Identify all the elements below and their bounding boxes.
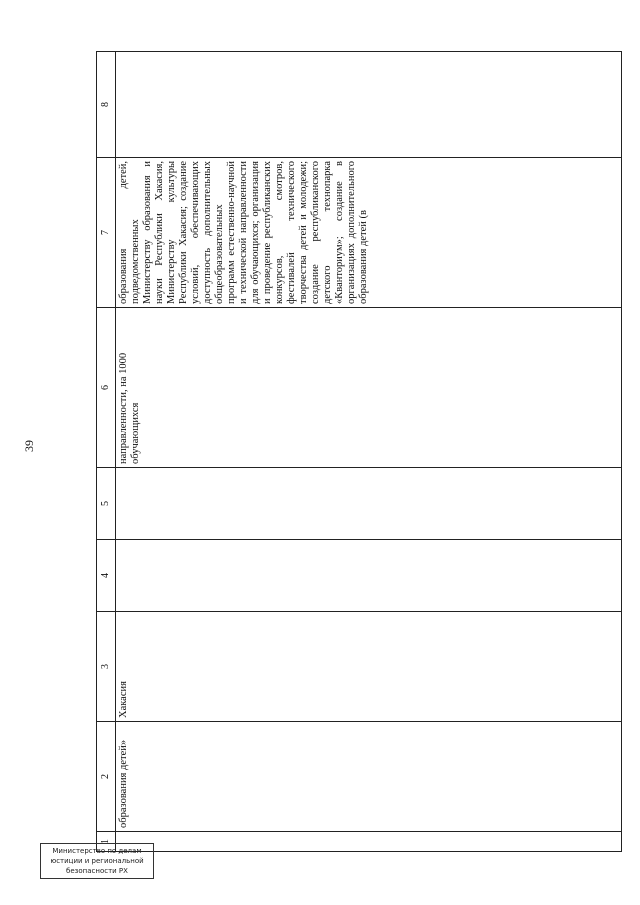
header-cell: 6 [97, 308, 116, 468]
table-cell: направленности, на 1000 обучающихся [116, 308, 622, 468]
header-row [97, 52, 116, 852]
table-cell: Хакасия [116, 612, 622, 722]
stamp-line: юстиции и региональной [50, 857, 144, 865]
header-cell: 8 [97, 52, 116, 158]
table-cell: образования детей, подведомственных Министерству образования и науки Республики Хакасия, Министерству культуры Республики Хакасия; создание условий, обеспечивающих доступность дополнительных общеобразовательных программ естественно-научной и технической направленности для обучающихся; организация и проведение республиканских конкурсов, смотров, фестивалей технического творчества детей и молодежи; создание республиканского детского технопарка «Кванториум»; создание в организациях дополнительного образования детей (в [116, 158, 622, 308]
table-cell [116, 52, 622, 158]
table-row [116, 52, 622, 852]
header-cell: 3 [97, 612, 116, 722]
document-sheet [96, 52, 622, 852]
table-cell [116, 832, 622, 852]
table-cell: образования детей» [116, 722, 622, 832]
program-table [96, 51, 622, 852]
header-cell: 4 [97, 540, 116, 612]
header-cell: 7 [97, 158, 116, 308]
header-cell: 2 [97, 722, 116, 832]
stamp-line: безопасности РХ [66, 867, 128, 875]
stamp-line: Министерство по делам [52, 847, 142, 855]
rotated-table [96, 52, 622, 852]
header-cell: 1 [97, 832, 116, 852]
registration-stamp [40, 843, 154, 879]
page-number: 39 [22, 440, 36, 452]
table-cell [116, 468, 622, 540]
table-cell [116, 540, 622, 612]
header-cell: 5 [97, 468, 116, 540]
